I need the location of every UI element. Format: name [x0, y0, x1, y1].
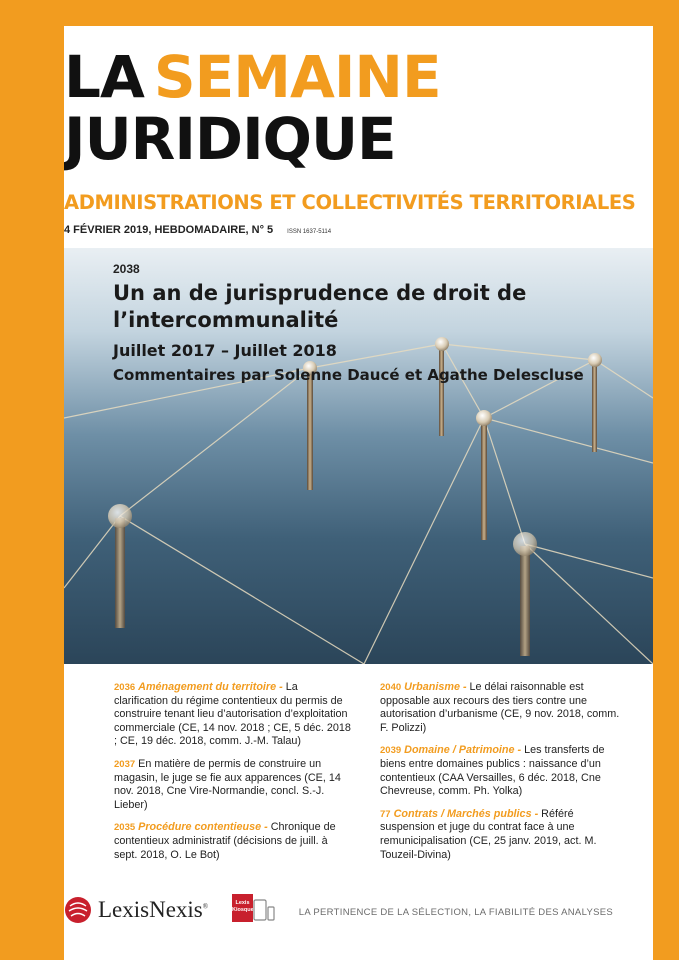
toc-entry-text: La clarification du régime contentieux du permis de construire tenant lieu d’autorisation d’exploitation commerciale (CE, 14 nov. 2018 ; CE, 5 déc. 2018 ; CE, 19 déc. 2018, comm. J.-M. Talau): [114, 681, 351, 748]
kiosque-label-bottom: Kiosque: [232, 907, 254, 913]
toc-entry[interactable]: [380, 681, 620, 735]
toc-left-column: [114, 681, 354, 871]
issn: ISSN 1637-5114: [287, 229, 332, 235]
masthead-semaine: SEMAINE: [153, 43, 441, 111]
toc-entry-text: Référé suspension et juge du contrat face à une remunicipalisation (CE, 25 janv. 2019, act. M. Touzeil-Divina): [380, 807, 597, 861]
masthead-juridique: JURIDIQUE: [64, 105, 396, 173]
toc-entry-number: 2036: [114, 682, 136, 693]
tagline: LA PERTINENCE DE LA SÉLECTION, LA FIABILITÉ DES ANALYSES: [298, 907, 613, 918]
section-title: ADMINISTRATIONS ET COLLECTIVITÉS TERRITORIALES: [64, 191, 636, 214]
toc-entry-number: 2037: [114, 758, 136, 770]
toc-entry-number: 2035: [114, 822, 136, 834]
devices-icon: [253, 898, 275, 922]
lexisnexis-logo: [64, 896, 208, 924]
lexisnexis-globe-icon: [64, 896, 92, 924]
kiosque-label-top: Lexis: [235, 900, 250, 906]
toc-entry-category: Procédure contentieuse -: [138, 821, 268, 834]
toc-entry-category: Contrats / Marchés publics -: [393, 807, 539, 820]
toc-entry[interactable]: [380, 744, 620, 798]
lead-article[interactable]: [113, 262, 633, 385]
lead-article-number: 2038: [113, 262, 140, 276]
toc-entry-text: Les transferts de biens entre domaines publics : naissance d’un contentieux (CAA Versailles, 6 déc. 2018, Cne Chevreuse, comm. Ph. Yolka): [380, 744, 605, 798]
masthead: [64, 43, 653, 173]
issue-date: 4 FÉVRIER 2019, HEBDOMADAIRE, N° 5: [64, 224, 274, 236]
toc-entry-number: 2040: [380, 682, 402, 693]
lexis-kiosque-badge: [232, 894, 275, 922]
lead-article-title[interactable]: Un an de jurisprudence de droit de l’intercommunalité: [113, 281, 527, 332]
cover-photo: [64, 248, 653, 664]
logo-text: LexisNexis: [98, 897, 203, 922]
cover-footer: [64, 890, 653, 930]
toc-entry-text: En matière de permis de construire un magasin, le juge se fie aux apparences (CE, 14 nov. 2018, Cne Vire-Normandie, concl. S.-J. Lieber): [114, 757, 341, 811]
toc-entry-category: Urbanisme -: [404, 681, 467, 693]
toc-entry[interactable]: [114, 758, 354, 812]
lead-article-period: Juillet 2017 – Juillet 2018: [113, 341, 337, 360]
magazine-cover: [64, 26, 653, 960]
lead-article-authors: Commentaires par Solenne Daucé et Agathe Delescluse: [113, 366, 584, 384]
toc-entry-text: Le délai raisonnable est opposable aux recours des tiers contre une autorisation d’urbanisme (CE, 9 nov. 2018, comm. F. Polizzi): [380, 681, 620, 734]
toc-entry-category: Domaine / Patrimoine -: [404, 744, 522, 757]
toc-entry-number: 2039: [380, 745, 402, 757]
masthead-la: LA: [64, 43, 144, 111]
toc-entry[interactable]: [114, 681, 354, 749]
registered-mark: ®: [202, 902, 209, 911]
toc-entry-text: Chronique de contentieux administratif (décisions de juill. à sept. 2018, O. Le Bot): [114, 821, 336, 861]
toc-entry[interactable]: [114, 821, 354, 862]
toc-entry-number: 77: [380, 808, 391, 820]
toc-right-column: [380, 681, 620, 871]
toc-entry[interactable]: [380, 808, 620, 862]
issue-info: [64, 224, 331, 236]
toc-entry-category: Aménagement du territoire -: [138, 681, 283, 693]
